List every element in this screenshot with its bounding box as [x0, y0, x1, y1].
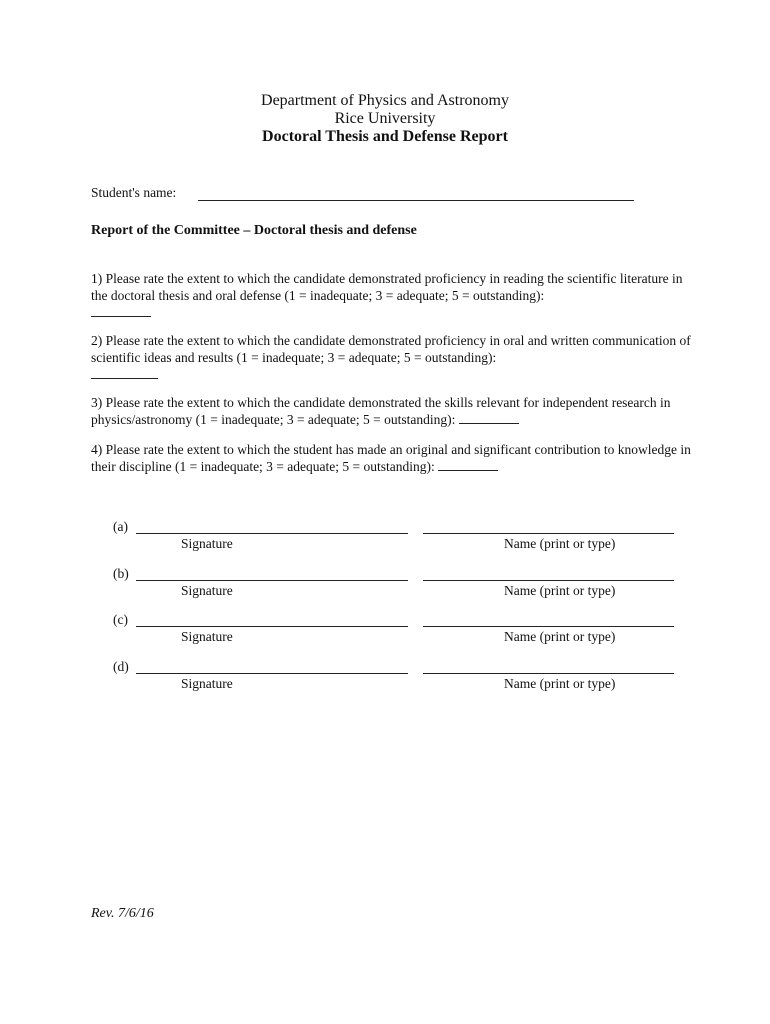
question-2-text: 2) Please rate the extent to which the candidate demonstrated proficiency in oral and written communication of scientific ideas and results (1 = inadequate; 3 = adequate; 5 = outstanding): — [91, 333, 691, 365]
signature-row-d — [0, 659, 770, 699]
student-name-label: Student's name: — [91, 185, 177, 200]
department-name: Department of Physics and Astronomy — [261, 92, 509, 109]
name-field[interactable] — [423, 673, 674, 674]
signature-label: Signature — [181, 583, 233, 598]
document-header — [0, 92, 770, 146]
signature-letter: (b) — [113, 566, 129, 581]
signature-field[interactable] — [136, 673, 408, 674]
section-heading: Report of the Committee – Doctoral thesis and defense — [91, 223, 417, 238]
name-field[interactable] — [423, 626, 674, 627]
question-1-rating-field[interactable] — [91, 304, 151, 317]
question-2-rating-field[interactable] — [91, 366, 158, 379]
signature-letter: (a) — [113, 519, 128, 534]
signature-row-c — [0, 612, 770, 652]
signature-label: Signature — [181, 629, 233, 644]
name-label: Name (print or type) — [504, 583, 616, 598]
revision-date: Rev. 7/6/16 — [91, 906, 154, 921]
signature-letter: (c) — [113, 612, 128, 627]
name-label: Name (print or type) — [504, 676, 616, 691]
question-2 — [91, 332, 691, 383]
question-4-rating-field[interactable] — [438, 458, 498, 471]
signature-letter: (d) — [113, 659, 129, 674]
question-4 — [91, 441, 691, 475]
name-field[interactable] — [423, 580, 674, 581]
name-label: Name (print or type) — [504, 629, 616, 644]
university-name: Rice University — [334, 110, 436, 127]
signature-field[interactable] — [136, 533, 408, 534]
question-4-text: 4) Please rate the extent to which the student has made an original and significant contribution to knowledge in their discipline (1 = inadequate; 3 = adequate; 5 = outstanding): — [91, 442, 691, 474]
name-label: Name (print or type) — [504, 536, 616, 551]
question-3-text: 3) Please rate the extent to which the candidate demonstrated the skills relevant for independent research in physics/astronomy (1 = inadequate; 3 = adequate; 5 = outstanding): — [91, 395, 671, 427]
signature-field[interactable] — [136, 580, 408, 581]
question-3 — [91, 394, 691, 428]
student-name-field[interactable] — [198, 200, 634, 201]
question-3-rating-field[interactable] — [459, 411, 519, 424]
signature-label: Signature — [181, 676, 233, 691]
signature-row-a — [0, 519, 770, 559]
signature-row-b — [0, 566, 770, 606]
signature-field[interactable] — [136, 626, 408, 627]
question-1 — [91, 270, 691, 321]
signature-label: Signature — [181, 536, 233, 551]
document-title: Doctoral Thesis and Defense Report — [262, 128, 508, 145]
question-1-text: 1) Please rate the extent to which the candidate demonstrated proficiency in reading the scientific literature in the doctoral thesis and oral defense (1 = inadequate; 3 = adequate; 5 = outstanding): — [91, 271, 683, 303]
name-field[interactable] — [423, 533, 674, 534]
